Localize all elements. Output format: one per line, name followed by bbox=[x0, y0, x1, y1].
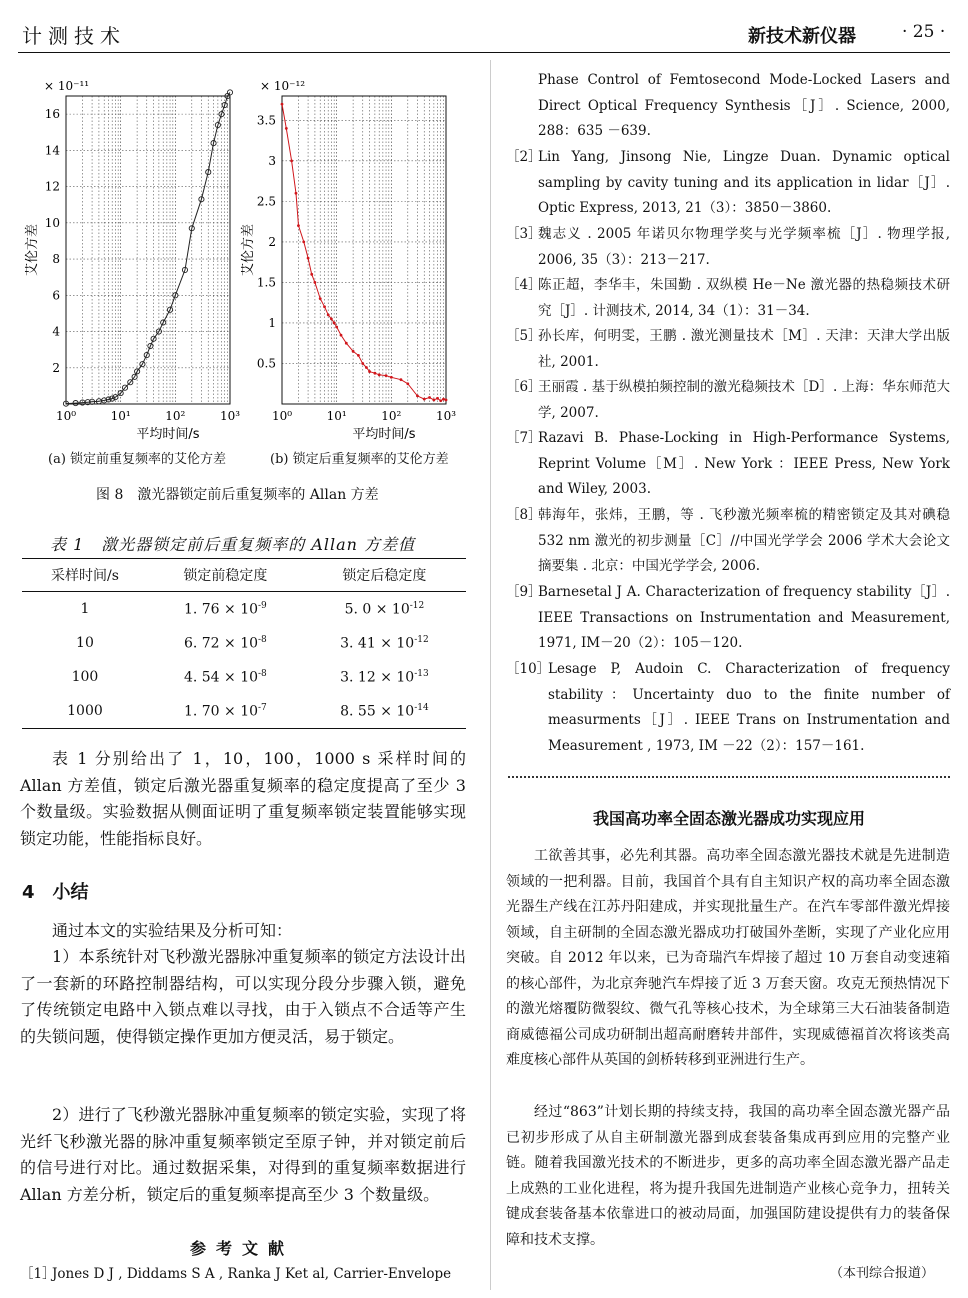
x-axis-label: 平均时间/s bbox=[352, 427, 416, 442]
y-tick-label: 8 bbox=[52, 252, 60, 267]
x-tick-label: 10¹ bbox=[110, 409, 131, 423]
data-point bbox=[416, 394, 419, 397]
column-divider bbox=[490, 60, 491, 1290]
subcaption-b: (b) 锁定后重复频率的艾伦方差 bbox=[270, 452, 449, 467]
data-point bbox=[330, 317, 333, 320]
before-cell: 4. $54 \times 10^{-8}$ bbox=[183, 668, 267, 686]
after-cell: 3. $41 \times 10^{-12}$ bbox=[340, 634, 429, 652]
data-point bbox=[428, 396, 431, 399]
section-heading: 4 小结 bbox=[22, 882, 89, 903]
y-scale-label: × 10⁻¹² bbox=[260, 79, 306, 93]
data-point bbox=[439, 399, 442, 402]
y-tick-label: 3 bbox=[268, 153, 276, 168]
plot-frame bbox=[282, 96, 446, 404]
data-point bbox=[297, 224, 300, 227]
ref-text: 王丽霞 . 基于纵模拍频控制的激光稳频技术［D］. 上海：华东师范大学, 2007. bbox=[538, 379, 950, 421]
y-tick-label: 0.5 bbox=[256, 356, 276, 371]
news-title: 我国高功率全固态激光器成功实现应用 bbox=[592, 809, 865, 828]
x-axis-label: 平均时间/s bbox=[136, 427, 200, 442]
x-tick-label: 10³ bbox=[219, 409, 241, 423]
data-point bbox=[227, 90, 232, 95]
data-point bbox=[357, 354, 360, 357]
ref-number: ［7］ bbox=[506, 430, 542, 446]
data-point bbox=[323, 305, 326, 308]
x-tick-label: 10⁰ bbox=[55, 409, 77, 423]
data-point bbox=[432, 399, 435, 402]
data-point bbox=[445, 399, 448, 402]
table-header: 锁定前稳定度 bbox=[148, 559, 303, 592]
data-point bbox=[368, 370, 371, 373]
after-cell: 3. $12 \times 10^{-13}$ bbox=[340, 668, 429, 686]
y-tick-label: 2.5 bbox=[256, 194, 276, 209]
data-point bbox=[335, 326, 338, 329]
table-row bbox=[22, 626, 466, 660]
data-point bbox=[307, 257, 310, 260]
table-row bbox=[22, 592, 466, 627]
ref-number: ［9］ bbox=[506, 584, 542, 600]
data-point bbox=[361, 362, 364, 365]
data-point bbox=[385, 374, 388, 377]
data-point bbox=[327, 313, 330, 316]
y-tick-label: 1.5 bbox=[256, 275, 276, 290]
table-header: 锁定后稳定度 bbox=[303, 559, 466, 592]
news-paragraph: 工欲善其事，必先利其器。高功率全固态激光器技术就是先进制造领域的一把利器。目前，我国首个具有自主知识产权的高功率全固态激光器生产线在江苏丹阳建成，并实现批量生产。在汽车零部件激光焊接领域，自主研制的全固态激光器成功打破国外垄断，实现了产业化应用突破。自 2012 年以来，已为奇瑞汽车焊接了超过 10 万套自动变速箱的核心部件，为北京奔驰汽车焊接了近 3 万套天窗。攻克无预热情况下的激光熔覆防微裂纹、微气孔等核心技术，为全球第三大石油装备制造商威德福公司成功研制出超高耐磨转井部件，实现威德福首次将该类高难度核心部件从英国的剑桥转移到亚洲进行生产。 bbox=[506, 848, 950, 1068]
journal-name: 计测技术 bbox=[22, 24, 126, 48]
news-source: （本刊综合报道） bbox=[830, 1266, 935, 1281]
references-heading: 参考文献 bbox=[190, 1239, 295, 1258]
y-axis-label: 艾伦方差 bbox=[241, 223, 256, 277]
x-tick-label: 10¹ bbox=[326, 409, 347, 423]
ref-text: Lin Yang, Jinsong Nie, Lingze Duan. Dynamic optical sampling by cavity tuning and its application in lidar［J］. Optic Express, 2013, 21（3）：3850－3860. bbox=[538, 149, 950, 216]
ref-text: 韩海年，张炜，王鹏，等 . 飞秒激光频率梳的精密锁定及其对碘稳 532 nm 激光的初步测量［C］//中国光学学会 2006 学术大会论文摘要集 . 北京：中国光学学会, 2006. bbox=[538, 507, 950, 574]
table-caption: 表 1 激光器锁定前后重复频率的 Allan 方差值 bbox=[50, 535, 416, 554]
ref-number: ［5］ bbox=[506, 328, 542, 344]
before-cell: 6. $72 \times 10^{-8}$ bbox=[183, 634, 267, 652]
data-point bbox=[310, 273, 313, 276]
sample-time-cell: 10 bbox=[76, 635, 94, 651]
section-name: 新技术新仪器 bbox=[748, 26, 856, 47]
after-cell: 5. $0 \times 10^{-12}$ bbox=[344, 600, 425, 618]
ref-text: 魏志义 . 2005 年诺贝尔物理学奖与光学频率梳［J］. 物理学报, 2006, 35（3）：213－217. bbox=[538, 226, 950, 268]
data-point bbox=[373, 372, 376, 375]
header-rule bbox=[18, 52, 950, 53]
ref-text: Phase Control of Femtosecond Mode-Locked Lasers and Direct Optical Frequency Synthesis［J］. Science, 2000, 288：635 －639. bbox=[538, 72, 950, 139]
ref-number: ［1］ bbox=[20, 1266, 56, 1282]
data-point bbox=[319, 297, 322, 300]
sample-time-cell: 100 bbox=[71, 669, 99, 685]
sample-time-cell: 1 bbox=[80, 601, 90, 617]
y-tick-label: 2 bbox=[268, 234, 276, 249]
data-point bbox=[302, 240, 305, 243]
data-point bbox=[365, 366, 368, 369]
data-point bbox=[314, 281, 317, 284]
x-tick-label: 10³ bbox=[435, 409, 457, 423]
ref-number: ［8］ bbox=[506, 507, 542, 523]
body-paragraph: 1）本系统针对飞秒激光器脉冲重复频率的锁定方法设计出了一套新的环路控制器结构，可以实现分段分步骤入锁，避免了传统锁定电路中入锁点难以寻找，由于入锁点不合适等产生的失锁问题，使得锁定操作更加方便灵活，易于锁定。 bbox=[20, 947, 466, 1046]
table-header: 采样时间/s bbox=[22, 559, 148, 592]
x-tick-label: 10⁰ bbox=[271, 409, 293, 423]
before-cell: 1. $76 \times 10^{-9}$ bbox=[183, 600, 267, 618]
ref-number: ［6］ bbox=[506, 379, 542, 395]
y-tick-label: 12 bbox=[44, 179, 60, 194]
y-scale-label: × 10⁻¹¹ bbox=[44, 79, 90, 93]
ref-number: ［2］ bbox=[506, 149, 542, 165]
data-point bbox=[352, 350, 355, 353]
data-point bbox=[406, 382, 409, 385]
y-tick-label: 4 bbox=[52, 324, 60, 339]
subcaption-a: (a) 锁定前重复频率的艾伦方差 bbox=[48, 452, 227, 467]
dotted-divider bbox=[508, 776, 950, 778]
body-paragraph: 表 1 分别给出了 1，10，100，1000 s 采样时间的 Allan 方差值，锁定后激光器重复频率的稳定度提高了至少 3 个数量级。实验数据从侧面证明了重复频率锁定装置能够实现锁定功能，性能指标良好。 bbox=[20, 749, 466, 848]
ref-text: Razavi B. Phase-Locking in High-Performance Systems, Reprint Volume［M］. New York ：IEEE Press, New York and Wiley, 2003. bbox=[538, 430, 950, 497]
data-point bbox=[295, 192, 298, 195]
data-point bbox=[333, 322, 336, 325]
ref-text: 孙长库，何明雯，王鹏 . 激光测量技术［M］. 天津：天津大学出版社, 2001. bbox=[538, 328, 950, 370]
data-point bbox=[423, 398, 426, 401]
ref-text: Barnesetal J A. Characterization of frequency stability［J］. IEEE Transactions on Instrumentation and Measurement, 1971, IM－20（2）：105－120. bbox=[538, 584, 950, 651]
data-point bbox=[340, 334, 343, 337]
y-tick-label: 14 bbox=[44, 143, 60, 158]
news-paragraph: 经过“863”计划长期的持续支持，我国的高功率全固态激光器产品已初步形成了从自主研制激光器到成套装备集成再到应用的完整产业链。随着我国激光技术的不断进步，更多的高功率全固态激光器产品走上成熟的工业化进程，将为提升我国先进制造产业核心竞争力，扭转关键成套装备基本依靠进口的被动局面，加强国防建设提供有力的装备保障和技术支撑。 bbox=[506, 1104, 950, 1248]
allan-table bbox=[22, 558, 466, 729]
data-point bbox=[345, 342, 348, 345]
ref-text: Lesage P, Audoin C. Characterization of frequency stability：Uncertainty duo to the finite number of measurments［J］. IEEE Trans on Instrumentation and Measurement , 1973, IM －22（2）：157－161. bbox=[548, 661, 950, 754]
data-point bbox=[378, 373, 381, 376]
data-point bbox=[442, 398, 445, 401]
before-cell: 1. $70 \times 10^{-7}$ bbox=[148, 694, 303, 729]
figure-caption: 图 8 激光器锁定前后重复频率的 Allan 方差 bbox=[96, 487, 379, 503]
data-point bbox=[290, 159, 293, 162]
data-point bbox=[400, 378, 403, 381]
y-tick-label: 10 bbox=[44, 215, 60, 230]
ref-number: ［10］ bbox=[506, 661, 551, 677]
y-tick-label: 16 bbox=[44, 107, 60, 122]
x-tick-label: 10² bbox=[381, 409, 402, 423]
series-line bbox=[282, 104, 446, 401]
ref-text: Jones D J , Diddams S A , Ranka J Ket al, Carrier-Envelope bbox=[52, 1266, 452, 1282]
body-paragraph: 通过本文的实验结果及分析可知： bbox=[52, 921, 293, 940]
table-row bbox=[22, 694, 466, 729]
x-tick-label: 10² bbox=[165, 409, 186, 423]
allan-figure bbox=[18, 74, 468, 446]
ref-number: ［3］ bbox=[506, 226, 542, 242]
y-axis-label: 艾伦方差 bbox=[25, 223, 40, 277]
sample-time-cell: 1000 bbox=[22, 694, 148, 729]
y-tick-label: 1 bbox=[268, 315, 276, 330]
y-tick-label: 6 bbox=[52, 288, 60, 303]
body-paragraph: 2）进行了飞秒激光器脉冲重复频率的锁定实验，实现了将光纤飞秒激光器的脉冲重复频率锁定至原子钟，并对锁定前后的信号进行对比。通过数据采集，对得到的重复频率数据进行 Allan 方差分析，锁定后的重复频率提高至少 3 个数量级。 bbox=[20, 1105, 466, 1204]
page-number: · 25 · bbox=[902, 22, 946, 42]
data-point bbox=[390, 376, 393, 379]
data-point bbox=[436, 397, 439, 400]
table-row bbox=[22, 660, 466, 694]
data-point bbox=[281, 103, 284, 106]
ref-text: 陈正超，李华丰，朱国勤 . 双纵模 He－Ne 激光器的热稳频技术研究［J］. 计测技术, 2014, 34（1）：31－34. bbox=[538, 277, 950, 319]
y-tick-label: 3.5 bbox=[256, 113, 276, 128]
data-point bbox=[285, 127, 288, 130]
after-cell: 8. $55 \times 10^{-14}$ bbox=[303, 694, 466, 729]
y-tick-label: 2 bbox=[52, 360, 60, 375]
ref-number: ［4］ bbox=[506, 277, 542, 293]
